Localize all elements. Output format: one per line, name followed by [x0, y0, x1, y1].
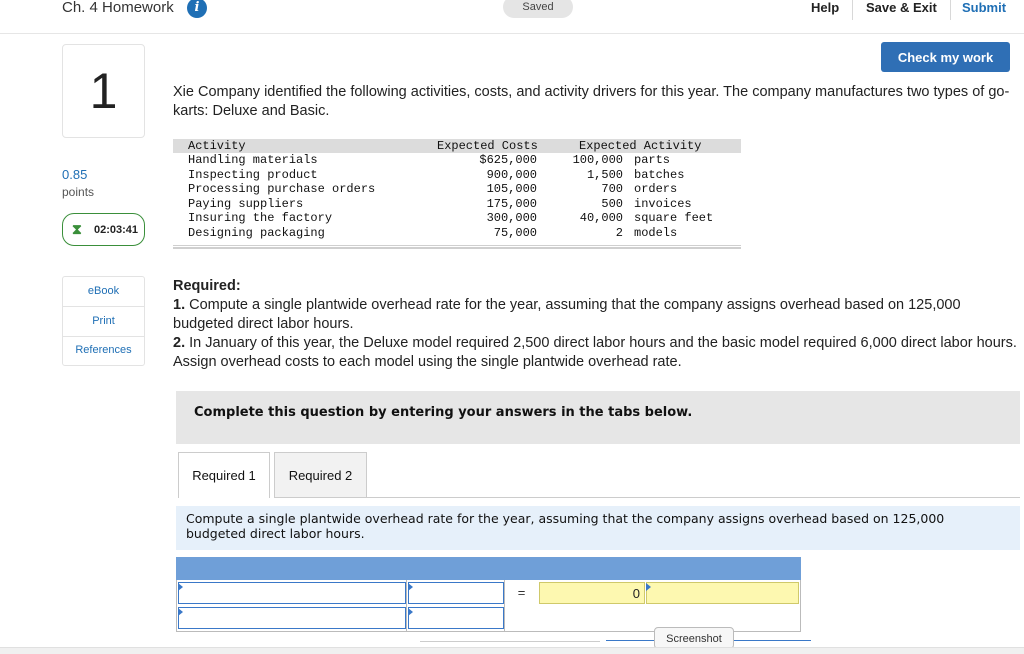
column-header-expected-activity: Expected Activity: [579, 139, 702, 153]
table-row-activity: Designing packaging: [188, 225, 325, 240]
divider: [63, 306, 144, 307]
instruction-box: [176, 506, 1020, 550]
table-row-qty: 1,500: [586, 167, 623, 182]
table-row-unit: models: [634, 225, 678, 240]
table-row-activity: Handling materials: [188, 153, 318, 167]
equals-sign: =: [517, 585, 526, 600]
table-rule: [173, 247, 741, 249]
table-row-qty: 100,000: [572, 153, 623, 167]
table-row-qty: 2: [615, 225, 623, 240]
input-marker-icon: [408, 608, 413, 616]
table-row-unit: parts: [634, 153, 671, 167]
table-row-qty: 40,000: [579, 211, 623, 225]
complete-prompt-box: [176, 391, 1020, 444]
required-heading: Required:: [173, 278, 241, 294]
tab-underline: [367, 497, 1020, 498]
table-row-unit: orders: [634, 182, 678, 196]
divider: [420, 641, 600, 642]
table-row-unit: square feet: [634, 211, 714, 225]
help-link[interactable]: Help: [811, 0, 840, 15]
points-label: points: [62, 185, 95, 199]
instruction-text: Compute a single plantwide overhead rate for the year, assuming that the company assigns overhead based on 125,000 budgeted direct labor hours.: [186, 511, 945, 541]
question-number: 1: [62, 44, 145, 138]
table-row-cost: $625,000: [479, 153, 537, 167]
input-marker-icon: [408, 583, 413, 591]
points-value: 0.85: [62, 167, 88, 182]
table-row-qty: 500: [601, 196, 623, 211]
header-divider: [950, 0, 951, 20]
answer-grid-header: [176, 557, 801, 580]
denominator-label-input[interactable]: [408, 582, 504, 604]
table-row-cost: 300,000: [486, 211, 537, 225]
timer-value: 02:03:41: [94, 224, 139, 236]
input-marker-icon: [178, 583, 183, 591]
column-header-costs: Expected Costs: [437, 139, 538, 153]
question-intro: Xie Company identified the following activities, costs, and activity drivers for this year. The company manufactures two types of go-karts: Deluxe and Basic.: [173, 84, 1010, 119]
print-link[interactable]: Print: [92, 315, 115, 327]
info-icon[interactable]: i: [187, 0, 207, 18]
ebook-link[interactable]: eBook: [87, 285, 120, 297]
resources-panel: [62, 276, 145, 366]
assignment-title: Ch. 4 Homework: [62, 0, 174, 16]
check-my-work-button[interactable]: Check my work: [881, 42, 1010, 72]
table-row-activity: Inspecting product: [188, 167, 318, 182]
required-item-1-text: Compute a single plantwide overhead rate for the year, assuming that the company assigns overhead based on 125,000 budgeted direct labor hours.: [173, 297, 961, 332]
bottom-bar: [0, 647, 1024, 654]
table-row-unit: invoices: [634, 196, 692, 211]
table-rule: [173, 245, 741, 246]
table-row-cost: 175,000: [486, 196, 537, 211]
result-unit-input[interactable]: [646, 582, 799, 604]
header-divider: [852, 0, 853, 20]
column-header-activity: Activity: [188, 139, 246, 153]
save-exit-link[interactable]: Save & Exit: [866, 0, 937, 15]
divider: [63, 336, 144, 337]
saved-status-badge: Saved: [503, 0, 573, 18]
required-item-1-number: 1.: [173, 297, 186, 313]
table-row-unit: batches: [634, 167, 685, 182]
required-section: [173, 277, 1023, 372]
table-row-activity: Paying suppliers: [188, 196, 304, 211]
table-row-cost: 105,000: [486, 182, 537, 196]
result-value-field: 0: [539, 582, 645, 604]
complete-prompt: Complete this question by entering your answers in the tabs below.: [194, 405, 693, 420]
table-row-qty: 700: [601, 182, 623, 196]
submit-link[interactable]: Submit: [962, 0, 1007, 15]
input-marker-icon: [646, 583, 651, 591]
numerator-label-input[interactable]: [178, 582, 406, 604]
tab-required-2[interactable]: Required 2: [274, 452, 367, 498]
table-row-activity: Insuring the factory: [188, 211, 333, 225]
table-row-cost: 900,000: [486, 167, 537, 182]
table-row-activity: Processing purchase orders: [188, 182, 376, 196]
required-item-2-text: In January of this year, the Deluxe model required 2,500 direct labor hours and the basic model required 6,000 direct labor hours. Assign overhead costs to each model using the single plantwide overhead rate.: [173, 335, 1017, 370]
numerator-value-input[interactable]: [178, 607, 406, 629]
table-row-cost: 75,000: [493, 225, 537, 240]
grid-divider: [406, 580, 407, 632]
hourglass-icon: ⧗: [72, 221, 82, 237]
input-marker-icon: [178, 608, 183, 616]
timer-badge: [62, 213, 145, 246]
denominator-value-input[interactable]: [408, 607, 504, 629]
references-link[interactable]: References: [75, 344, 132, 356]
screenshot-button[interactable]: Screenshot: [654, 627, 734, 649]
required-item-2-number: 2.: [173, 335, 186, 351]
tab-required-1[interactable]: Required 1: [178, 452, 270, 498]
